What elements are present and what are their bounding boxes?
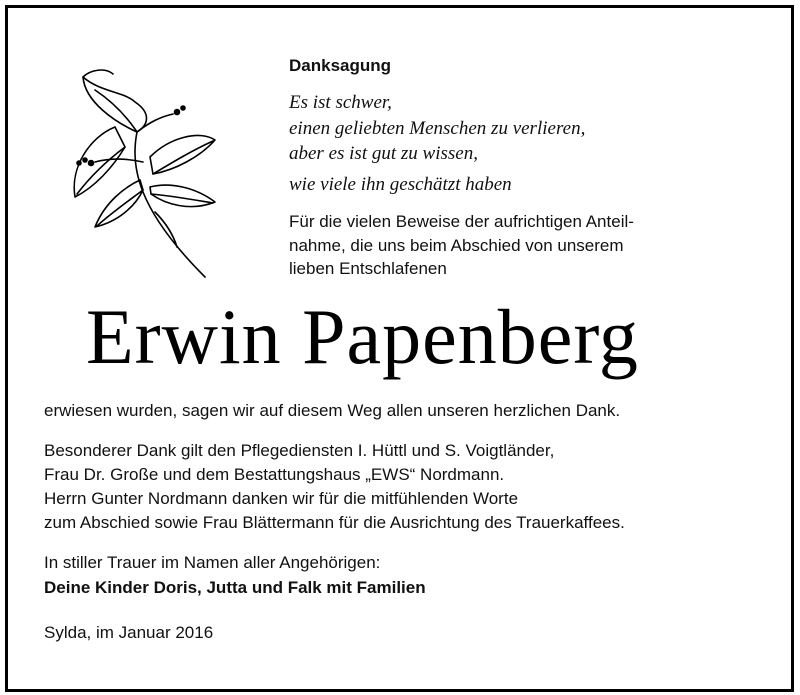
thanks-line: erwiesen wurden, sagen wir auf diesem Weg allen unseren herzlichen Dank.: [44, 401, 621, 420]
heading: Danksagung: [289, 56, 392, 75]
intro-line: Für die vielen Beweise der aufrichtigen Anteil-: [289, 212, 634, 231]
special-thanks-line: Herrn Gunter Nordmann danken wir für die mitfühlenden Worte: [44, 489, 519, 508]
special-thanks-line: Besonderer Dank gilt den Pflegediensten I. Hüttl und S. Voigtländer,: [44, 441, 555, 460]
mourning-line: In stiller Trauer im Namen aller Angehörigen:: [44, 553, 381, 572]
poem-line: wie viele ihn geschätzt haben: [289, 174, 512, 195]
intro-line: lieben Entschlafenen: [289, 259, 447, 278]
poem-line: Es ist schwer,: [289, 92, 392, 113]
special-thanks-line: zum Abschied sowie Frau Blättermann für die Ausrichtung des Trauerkaffees.: [44, 513, 625, 532]
poem-line: aber es ist gut zu wissen,: [289, 143, 478, 164]
signatories: Deine Kinder Doris, Jutta und Falk mit Familien: [44, 578, 426, 597]
special-thanks-line: Frau Dr. Große und dem Bestattungshaus „EWS“ Nordmann.: [44, 465, 505, 484]
place-date: Sylda, im Januar 2016: [44, 623, 214, 642]
deceased-name: Erwin Papenberg: [86, 293, 639, 380]
poem-line: einen geliebten Menschen zu verlieren,: [289, 118, 586, 139]
calla-lily-icon: [55, 62, 225, 287]
intro-line: nahme, die uns beim Abschied von unserem: [289, 236, 624, 255]
